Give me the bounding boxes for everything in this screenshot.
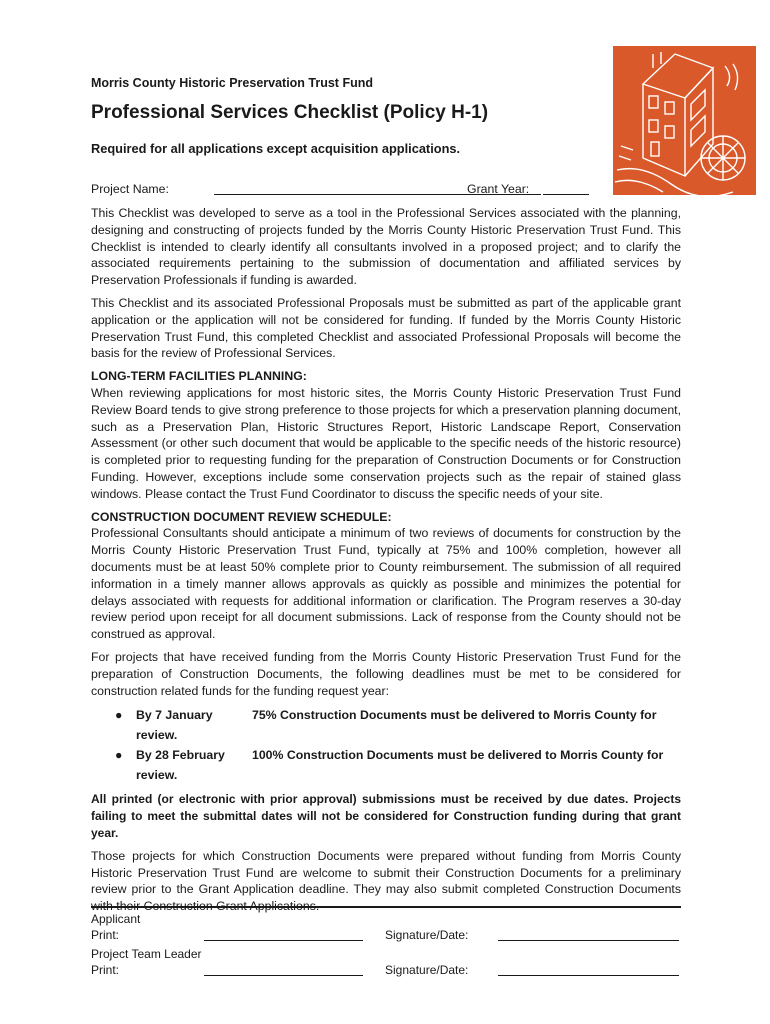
historic-mill-building-icon (613, 46, 756, 195)
project-name-label: Project Name: (91, 182, 169, 196)
deadline-item (91, 705, 681, 745)
bullet-icon: ● (115, 748, 123, 763)
deadline-item (91, 745, 681, 785)
deadlines-intro-paragraph: For projects that have received funding from the Morris County Historic Preservation Trust Fund for the preparation of Construction Documents, the following deadlines must be met to be considered for construction related funds for the funding request year: (91, 649, 681, 698)
grant-year-label: Grant Year: (467, 182, 530, 196)
document-body (91, 205, 681, 921)
page-subtitle: Required for all applications except acquisition applications. (91, 141, 461, 156)
deadline-text: 100% Construction Documents must be delivered to Morris County for review. (136, 748, 664, 783)
applicant-print-label: Print: (91, 928, 120, 942)
deadline-date: By 28 February (136, 748, 225, 763)
grant-year-field[interactable] (543, 194, 589, 195)
organization-name: Morris County Historic Preservation Trust Fund (91, 76, 373, 90)
team-leader-print-label: Print: (91, 963, 120, 977)
applicant-label: Applicant (91, 912, 141, 926)
mill-illustration (613, 46, 756, 195)
team-leader-label: Project Team Leader (91, 947, 202, 961)
applicant-signature-block (91, 912, 681, 944)
team-leader-print-field[interactable] (204, 975, 363, 976)
project-fields-row (91, 182, 591, 200)
review-schedule-heading: CONSTRUCTION DOCUMENT REVIEW SCHEDULE: (91, 509, 392, 524)
deadline-date: By 7 January (136, 708, 213, 723)
signature-divider (91, 906, 681, 908)
team-leader-signature-block (91, 947, 681, 979)
preliminary-review-paragraph: Those projects for which Construction Documents were prepared without funding from Morris County Historic Preservation Trust Fund are welcome to submit their Construction Documents for a preliminary review prior to the Grant Application deadline. They may also submit completed Construction Documents with their Construction Grant Applications. (91, 848, 681, 914)
long-term-planning-heading: LONG-TERM FACILITIES PLANNING: (91, 369, 307, 384)
deadline-text: 75% Construction Documents must be delivered to Morris County for review. (136, 708, 657, 743)
applicant-print-field[interactable] (204, 940, 363, 941)
long-term-planning-paragraph: When reviewing applications for most historic sites, the Morris County Historic Preservation Trust Fund Review Board tends to give strong preference to those projects for which a preservation planning document, such as a Preservation Plan, Historic Structures Report, Historic Landscape Report, Conservation Assessment (or other such document that would be applicable to the specific needs of the historic resource) is completed prior to requesting funding for the preparation of Construction Documents or for Construction Funding. However, exceptions include some conservation projects such as the repair of stained glass windows. Please contact the Trust Fund Coordinator to discuss the specific needs of your site. (91, 385, 681, 501)
due-date-warning: All printed (or electronic with prior approval) submissions must be received by due dates. Projects failing to meet the submittal dates will not be considered for Construction funding during that grant year. (91, 792, 681, 840)
bullet-icon: ● (115, 708, 123, 723)
applicant-signature-label: Signature/Date: (385, 928, 469, 942)
deadline-list (91, 705, 681, 785)
applicant-signature-field[interactable] (498, 940, 679, 941)
team-leader-signature-field[interactable] (498, 975, 679, 976)
submission-paragraph: This Checklist and its associated Professional Proposals must be submitted as part of the applicable grant application or the application will not be considered for funding. If funded by the Morris County Historic Preservation Trust Fund, this completed Checklist and associated Professional Proposals will become the basis for the review of Professional Services. (91, 295, 681, 361)
page-title: Professional Services Checklist (Policy H-1) (91, 102, 489, 123)
team-leader-signature-label: Signature/Date: (385, 963, 469, 977)
intro-paragraph: This Checklist was developed to serve as a tool in the Professional Services associated with the planning, designing and constructing of projects funded by the Morris County Historic Preservation Trust Fund. This Checklist is intended to clearly identify all consultants involved in a proposed project; and to clarify the associated requirements pertaining to the submission of documentation and affiliated services by Preservation Professionals if funding is awarded. (91, 206, 681, 288)
review-schedule-paragraph: Professional Consultants should anticipate a minimum of two reviews of documents for construction by the Morris County Historic Preservation Trust Fund, typically at 75% and 100% completion, however all documents must be at least 50% complete prior to County reimbursement. The submission of all required information in a timely manner allows approvals as quickly as possible and minimizes the potential for delays associated with requests for additional information or clarification. The Program reserves a 30-day review period upon receipt for all document submissions. Lack of response from the County should not be construed as approval. (91, 526, 681, 642)
